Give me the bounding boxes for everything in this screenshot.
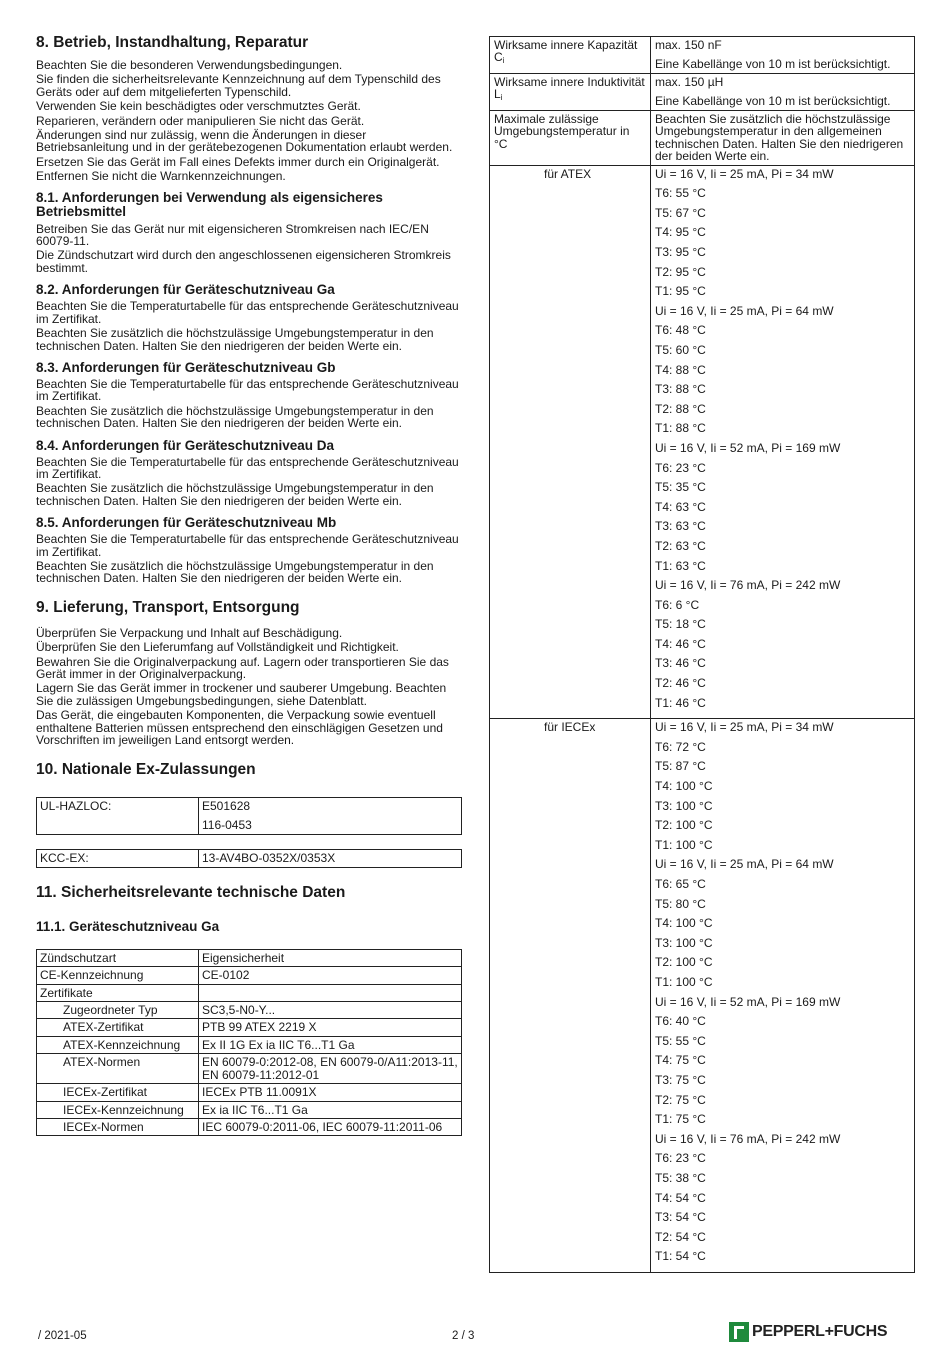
temperature-value: T6: 65 °C xyxy=(655,877,706,891)
temperature-value: T5: 80 °C xyxy=(655,896,706,911)
temperature-value: T6: 40 °C xyxy=(655,1014,706,1029)
temperature-value: T5: 35 °C xyxy=(655,480,706,495)
section-8-4-heading: 8.4. Anforderungen für Geräteschutzniveau Da xyxy=(36,437,335,453)
section-8-1-heading: 8.1. Anforderungen bei Verwendung als eigensicheres Betriebsmittel xyxy=(36,189,383,219)
inductance-value-cell xyxy=(651,74,915,111)
paragraph: Beachten Sie die besonderen Verwendungsbedingungen. xyxy=(36,58,343,72)
temperature-value: T4: 100 °C xyxy=(655,916,713,931)
inductance-note: Eine Kabellänge von 10 m ist berücksichtigt. xyxy=(655,94,891,108)
paragraph: Beachten Sie die Temperaturtabelle für das entsprechende Geräteschutzniveau im Zertifikat. xyxy=(36,454,459,481)
ga-data-table xyxy=(36,949,462,1136)
temperature-value: T2: 63 °C xyxy=(655,538,706,553)
paragraph: Beachten Sie zusätzlich die höchstzulässige Umgebungstemperatur in den technischen Daten. Halten Sie den niedrigeren der beiden Werte ein. xyxy=(36,326,434,353)
section-8-2 xyxy=(36,282,462,352)
temperature-value: T4: 100 °C xyxy=(655,779,713,794)
atex-values xyxy=(651,165,915,719)
row-value: SC3,5-N0-Y... xyxy=(199,1002,462,1019)
section-8-heading: 8. Betrieb, Instandhaltung, Reparatur xyxy=(36,34,309,51)
temperature-value: T3: 54 °C xyxy=(655,1210,706,1225)
logo-icon xyxy=(729,1322,749,1342)
temperature-value: T3: 100 °C xyxy=(655,798,713,813)
paragraph: Sie finden die sicherheitsrelevante Kennzeichnung auf dem Typenschild des Geräts oder auf dem mitgelieferten Typenschild. xyxy=(36,72,441,99)
inductance-label: Wirksame innere Induktivität $L_i$ xyxy=(490,74,651,111)
paragraph: Betreiben Sie das Gerät nur mit eigensicheren Stromkreisen nach IEC/EN 60079-11. xyxy=(36,221,429,249)
temperature-value: T2: 100 °C xyxy=(655,955,713,970)
temperature-value: T3: 95 °C xyxy=(655,245,706,259)
row-value: IECEx PTB 11.0091X xyxy=(199,1084,462,1101)
paragraph: Bewahren Sie die Originalverpackung auf. Lagern oder transportieren Sie das Gerät immer in der Originalverpackung. xyxy=(36,654,449,681)
temperature-value: T1: 75 °C xyxy=(655,1112,706,1127)
ul-approval-table xyxy=(36,797,462,835)
temperature-value: T2: 100 °C xyxy=(655,818,713,833)
temperature-value: T1: 100 °C xyxy=(655,974,713,989)
row-label: IECEx-Kennzeichnung xyxy=(37,1101,199,1118)
footer-date: / 2021-05 xyxy=(38,1330,87,1342)
table-row xyxy=(37,1002,462,1019)
section-9-heading: 9. Lieferung, Transport, Entsorgung xyxy=(36,598,300,616)
row-value: Ex ia IIC T6...T1 Ga xyxy=(199,1101,462,1118)
table-row xyxy=(37,984,462,1001)
capacitance-label: Wirksame innere Kapazität $C_i$ xyxy=(490,37,651,74)
temperature-value: T6: 48 °C xyxy=(655,323,706,338)
table-row xyxy=(490,111,915,166)
electrical-data-table xyxy=(489,36,915,1273)
temperature-value: Ui = 16 V, Ii = 25 mA, Pi = 34 mW xyxy=(655,166,834,181)
section-11-heading: 11. Sicherheitsrelevante technische Daten xyxy=(36,883,346,901)
row-value: Eigensicherheit xyxy=(199,949,462,966)
row-label: ATEX-Zertifikat xyxy=(37,1019,199,1036)
temperature-value: T2: 75 °C xyxy=(655,1092,706,1107)
ul-value: 116-0453 xyxy=(202,818,252,833)
temperature-value: T4: 46 °C xyxy=(655,636,706,651)
temperature-value: T1: 54 °C xyxy=(655,1249,706,1264)
section-9 xyxy=(36,599,462,747)
section-8-3-heading: 8.3. Anforderungen für Geräteschutzniveau Gb xyxy=(36,359,336,375)
iecex-values xyxy=(651,719,915,1273)
temperature-value: T1: 46 °C xyxy=(655,695,706,710)
table-row xyxy=(490,74,915,111)
temperature-value: T3: 75 °C xyxy=(655,1072,706,1087)
temperature-value: T5: 67 °C xyxy=(655,205,706,220)
temperature-value: T2: 88 °C xyxy=(655,401,706,416)
temperature-value: T1: 88 °C xyxy=(655,421,706,436)
atex-label: für ATEX xyxy=(490,165,651,719)
ul-value: E501628 xyxy=(202,799,251,814)
temperature-value: T4: 75 °C xyxy=(655,1053,706,1068)
temperature-value: T5: 55 °C xyxy=(655,1033,706,1048)
paragraph: Ersetzen Sie das Gerät im Fall eines Defekts immer durch ein Originalgerät. xyxy=(36,154,440,169)
row-label: IECEx-Zertifikat xyxy=(37,1084,199,1101)
iecex-label: für IECEx xyxy=(490,719,651,1273)
temperature-value: T3: 100 °C xyxy=(655,935,713,950)
section-10-heading: 10. Nationale Ex-Zulassungen xyxy=(36,761,256,779)
table-row xyxy=(490,719,915,1273)
paragraph: Das Gerät, die eingebauten Komponenten, die Verpackung sowie eventuell enthaltene Batterien müssen entsprechend den einschlägigen Gesetzen und Vorschriften im jeweiligen Land entsorgt werden. xyxy=(36,708,443,748)
ul-label: UL-HAZLOC: xyxy=(37,798,199,835)
temperature-value: T5: 60 °C xyxy=(655,342,706,357)
table-row xyxy=(37,949,462,966)
temperature-label: Maximale zulässige Umgebungstemperatur in °C xyxy=(490,111,651,166)
paragraph: Beachten Sie zusätzlich die höchstzulässige Umgebungstemperatur in den technischen Daten. Halten Sie den niedrigeren der beiden Werte ein. xyxy=(36,403,434,431)
temperature-value: T4: 54 °C xyxy=(655,1190,706,1205)
row-label: ATEX-Normen xyxy=(37,1054,199,1084)
paragraph: Beachten Sie zusätzlich die höchstzulässige Umgebungstemperatur in den technischen Daten. Halten Sie den niedrigeren der beiden Werte ein. xyxy=(36,558,434,586)
temperature-value: T2: 46 °C xyxy=(655,676,706,691)
row-label: ATEX-Kennzeichnung xyxy=(37,1036,199,1053)
paragraph: Beachten Sie die Temperaturtabelle für das entsprechende Geräteschutzniveau im Zertifikat. xyxy=(36,299,459,326)
temperature-value: Ui = 16 V, Ii = 25 mA, Pi = 34 mW xyxy=(655,720,834,735)
capacitance-value-cell xyxy=(651,37,915,74)
temperature-value: T6: 72 °C xyxy=(655,739,706,754)
capacitance-value: max. 150 nF xyxy=(655,38,722,52)
section-8-1 xyxy=(36,191,462,275)
temperature-value: T6: 23 °C xyxy=(655,460,706,475)
temperature-value: Ui = 16 V, Ii = 25 mA, Pi = 64 mW xyxy=(655,857,834,872)
left-column xyxy=(36,34,462,1136)
temperature-value: T6: 23 °C xyxy=(655,1151,706,1166)
ul-values xyxy=(199,798,462,835)
company-logo xyxy=(729,1322,887,1342)
temperature-value: T5: 38 °C xyxy=(655,1170,706,1185)
temperature-value: Ui = 16 V, Ii = 76 mA, Pi = 242 mW xyxy=(655,578,841,593)
paragraph: Lagern Sie das Gerät immer in trockener und sauberer Umgebung. Beachten Sie die zulässigen Umgebungsbedingungen, siehe Datenblatt. xyxy=(36,681,447,708)
paragraph: Überprüfen Sie den Lieferumfang auf Vollständigkeit und Richtigkeit. xyxy=(36,640,399,655)
row-label: Zugeordneter Typ xyxy=(37,1002,199,1019)
section-8-5-heading: 8.5. Anforderungen für Geräteschutzniveau Mb xyxy=(36,515,337,531)
table-row xyxy=(490,165,915,719)
section-10 xyxy=(36,761,462,867)
section-8-3 xyxy=(36,360,462,430)
table-row xyxy=(490,37,915,74)
capacitance-note: Eine Kabellänge von 10 m ist berücksichtigt. xyxy=(655,57,891,71)
temperature-value: T3: 63 °C xyxy=(655,519,706,534)
row-label: Zündschutzart xyxy=(37,949,199,966)
paragraph: Änderungen sind nur zulässig, wenn die Änderungen in dieser Betriebsanleitung und in der gerätebezogenen Dokumentation erlaubt werden. xyxy=(36,128,453,155)
row-value: CE-0102 xyxy=(199,967,462,984)
row-value: PTB 99 ATEX 2219 X xyxy=(199,1019,462,1036)
temperature-value: Ui = 16 V, Ii = 76 mA, Pi = 242 mW xyxy=(655,1131,841,1146)
table-row xyxy=(37,1101,462,1118)
section-8-5 xyxy=(36,515,462,585)
temperature-note: Beachten Sie zusätzlich die höchstzulässige Umgebungstemperatur in den allgemeinen technischen Daten. Halten Sie den niedrigeren der beiden Werte ein. xyxy=(651,111,915,166)
kcc-label: KCC-EX: xyxy=(37,850,199,867)
temperature-value: Ui = 16 V, Ii = 52 mA, Pi = 169 mW xyxy=(655,994,841,1009)
row-value: EN 60079-0:2012-08, EN 60079-0/A11:2013-11, EN 60079-11:2012-01 xyxy=(199,1054,462,1084)
row-label: Zertifikate xyxy=(37,984,199,1001)
right-column xyxy=(489,36,915,1273)
paragraph: Beachten Sie die Temperaturtabelle für das entsprechende Geräteschutzniveau im Zertifikat. xyxy=(36,532,459,559)
table-row xyxy=(37,1019,462,1036)
temperature-value: T4: 88 °C xyxy=(655,362,706,377)
temperature-value: T6: 55 °C xyxy=(655,186,706,201)
kcc-value: 13-AV4BO-0352X/0353X xyxy=(199,850,462,867)
temperature-value: T2: 95 °C xyxy=(655,264,706,279)
temperature-value: T5: 87 °C xyxy=(655,759,706,774)
table-row xyxy=(37,1054,462,1084)
temperature-value: T1: 95 °C xyxy=(655,284,706,299)
page-number: 2 / 3 xyxy=(452,1330,475,1342)
row-value xyxy=(199,984,462,1001)
paragraph: Beachten Sie die Temperaturtabelle für das entsprechende Geräteschutzniveau im Zertifikat. xyxy=(36,376,459,404)
table-row xyxy=(37,1084,462,1101)
row-value: Ex II 1G Ex ia IIC T6...T1 Ga xyxy=(199,1036,462,1053)
logo-text: PEPPERL+FUCHS xyxy=(752,1323,888,1340)
paragraph: Entfernen Sie nicht die Warnkennzeichnungen. xyxy=(36,169,286,184)
paragraph: Beachten Sie zusätzlich die höchstzulässige Umgebungstemperatur in den technischen Daten. Halten Sie den niedrigeren der beiden Werte ein. xyxy=(36,481,434,508)
paragraph: Überprüfen Sie Verpackung und Inhalt auf Beschädigung. xyxy=(36,625,343,640)
row-value: IEC 60079-0:2011-06, IEC 60079-11:2011-06 xyxy=(199,1118,462,1135)
row-label: CE-Kennzeichnung xyxy=(37,967,199,984)
paragraph: Reparieren, verändern oder manipulieren Sie nicht das Gerät. xyxy=(36,113,365,128)
temperature-value: T4: 95 °C xyxy=(655,225,706,240)
temperature-value: T1: 100 °C xyxy=(655,837,713,852)
temperature-value: T6: 6 °C xyxy=(655,597,700,612)
section-8-2-heading: 8.2. Anforderungen für Geräteschutzniveau Ga xyxy=(36,282,335,298)
table-row xyxy=(37,1118,462,1135)
row-label: IECEx-Normen xyxy=(37,1118,199,1135)
inductance-value: max. 150 µH xyxy=(655,75,724,89)
section-8-4 xyxy=(36,438,462,508)
table-row xyxy=(37,1036,462,1053)
section-8 xyxy=(36,34,462,183)
temperature-value: T3: 88 °C xyxy=(655,382,706,397)
table-row xyxy=(37,967,462,984)
paragraph: Verwenden Sie kein beschädigtes oder verschmutztes Gerät. xyxy=(36,99,361,114)
temperature-value: Ui = 16 V, Ii = 52 mA, Pi = 169 mW xyxy=(655,440,841,455)
temperature-value: T3: 46 °C xyxy=(655,656,706,671)
temperature-value: T1: 63 °C xyxy=(655,558,706,573)
section-11-1-heading: 11.1. Geräteschutzniveau Ga xyxy=(36,918,220,934)
temperature-value: T2: 54 °C xyxy=(655,1229,706,1244)
paragraph: Die Zündschutzart wird durch den angeschlossenen eigensicheren Stromkreis bestimmt. xyxy=(36,248,451,275)
temperature-value: Ui = 16 V, Ii = 25 mA, Pi = 64 mW xyxy=(655,303,834,318)
kcc-approval-table xyxy=(36,849,462,867)
temperature-value: T5: 18 °C xyxy=(655,617,706,632)
temperature-value: T4: 63 °C xyxy=(655,499,706,514)
